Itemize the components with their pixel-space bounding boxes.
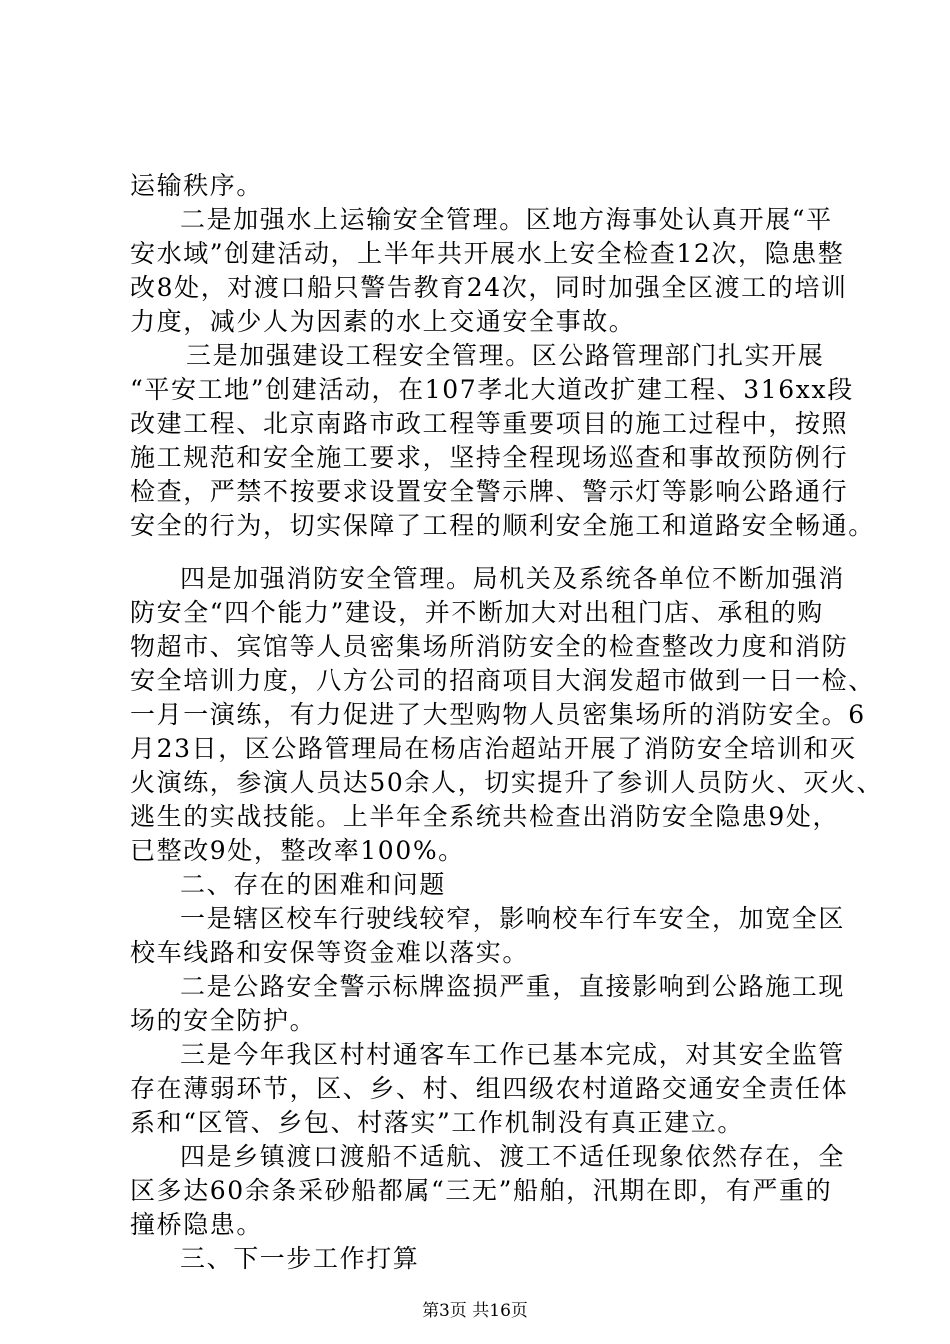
text-line: 一月一演练，有力促进了大型购物人员密集场所的消防安全。6 <box>130 700 866 729</box>
text-line: 四是加强消防安全管理。局机关及系统各单位不断加强消 <box>180 564 846 593</box>
text-line: 存在薄弱环节，区、乡、村、组四级农村道路交通安全责任体 <box>130 1074 849 1103</box>
section-heading: 三、下一步工作打算 <box>180 1244 420 1273</box>
text-line: 二是公路安全警示标牌盗损严重，直接影响到公路施工现 <box>180 972 846 1001</box>
text-line: “平安工地”创建活动，在107孝北大道改扩建工程、316xx段 <box>130 375 854 404</box>
page-footer: 第3页 共16页 <box>422 1301 528 1321</box>
text-line: 区多达60余条采砂船都属“三无”船舶，汛期在即，有严重的 <box>130 1176 833 1205</box>
text-line: 改建工程、北京南路市政工程等重要项目的施工过程中，按照 <box>130 409 849 438</box>
text-line: 四是乡镇渡口渡船不适航、渡工不适任现象依然存在，全 <box>180 1142 846 1171</box>
text-line: 安水域”创建活动，上半年共开展水上安全检查12次，隐患整 <box>130 239 845 268</box>
text-line: 三是今年我区村村通客车工作已基本完成，对其安全监管 <box>180 1040 846 1069</box>
text-line: 火演练，参演人员达50余人，切实提升了参训人员防火、灭火、 <box>130 768 884 797</box>
text-line: 力度，减少人为因素的水上交通安全事故。 <box>130 307 636 336</box>
text-line: 物超市、宾馆等人员密集场所消防安全的检查整改力度和消防 <box>130 632 849 661</box>
text-line: 三是加强建设工程安全管理。区公路管理部门扎实开展 <box>186 341 825 370</box>
text-line: 一是辖区校车行驶线较窄，影响校车行车安全，加宽全区 <box>180 904 846 933</box>
text-line: 改8处，对渡口船只警告教育24次，同时加强全区渡工的培训 <box>130 273 848 302</box>
text-line: 检查，严禁不按要求设置安全警示牌、警示灯等影响公路通行 <box>130 477 849 506</box>
text-line: 月23日，区公路管理局在杨店治超站开展了消防安全培训和灭 <box>130 734 857 763</box>
text-line: 安全培训力度，八方公司的招商项目大润发超市做到一日一检、 <box>130 666 875 695</box>
text-line: 撞桥隐患。 <box>130 1210 264 1239</box>
text-line: 运输秩序。 <box>130 171 264 200</box>
text-line: 校车线路和安保等资金难以落实。 <box>130 938 530 967</box>
text-line: 已整改9处，整改率100%。 <box>130 836 465 865</box>
text-line: 防安全“四个能力”建设，并不断加大对出租门店、承租的购 <box>130 598 824 627</box>
section-heading: 二、存在的困难和问题 <box>180 870 447 899</box>
text-line: 二是加强水上运输安全管理。区地方海事处认真开展“平 <box>180 205 833 234</box>
text-line: 施工规范和安全施工要求，坚持全程现场巡查和事故预防例行 <box>130 443 849 472</box>
text-line: 系和“区管、乡包、村落实”工作机制没有真正建立。 <box>130 1108 744 1137</box>
text-line: 安全的行为，切实保障了工程的顺利安全施工和道路安全畅通。 <box>130 511 875 540</box>
text-line: 逃生的实战技能。上半年全系统共检查出消防安全隐患9处， <box>130 802 840 831</box>
text-line: 场的安全防护。 <box>130 1006 317 1035</box>
